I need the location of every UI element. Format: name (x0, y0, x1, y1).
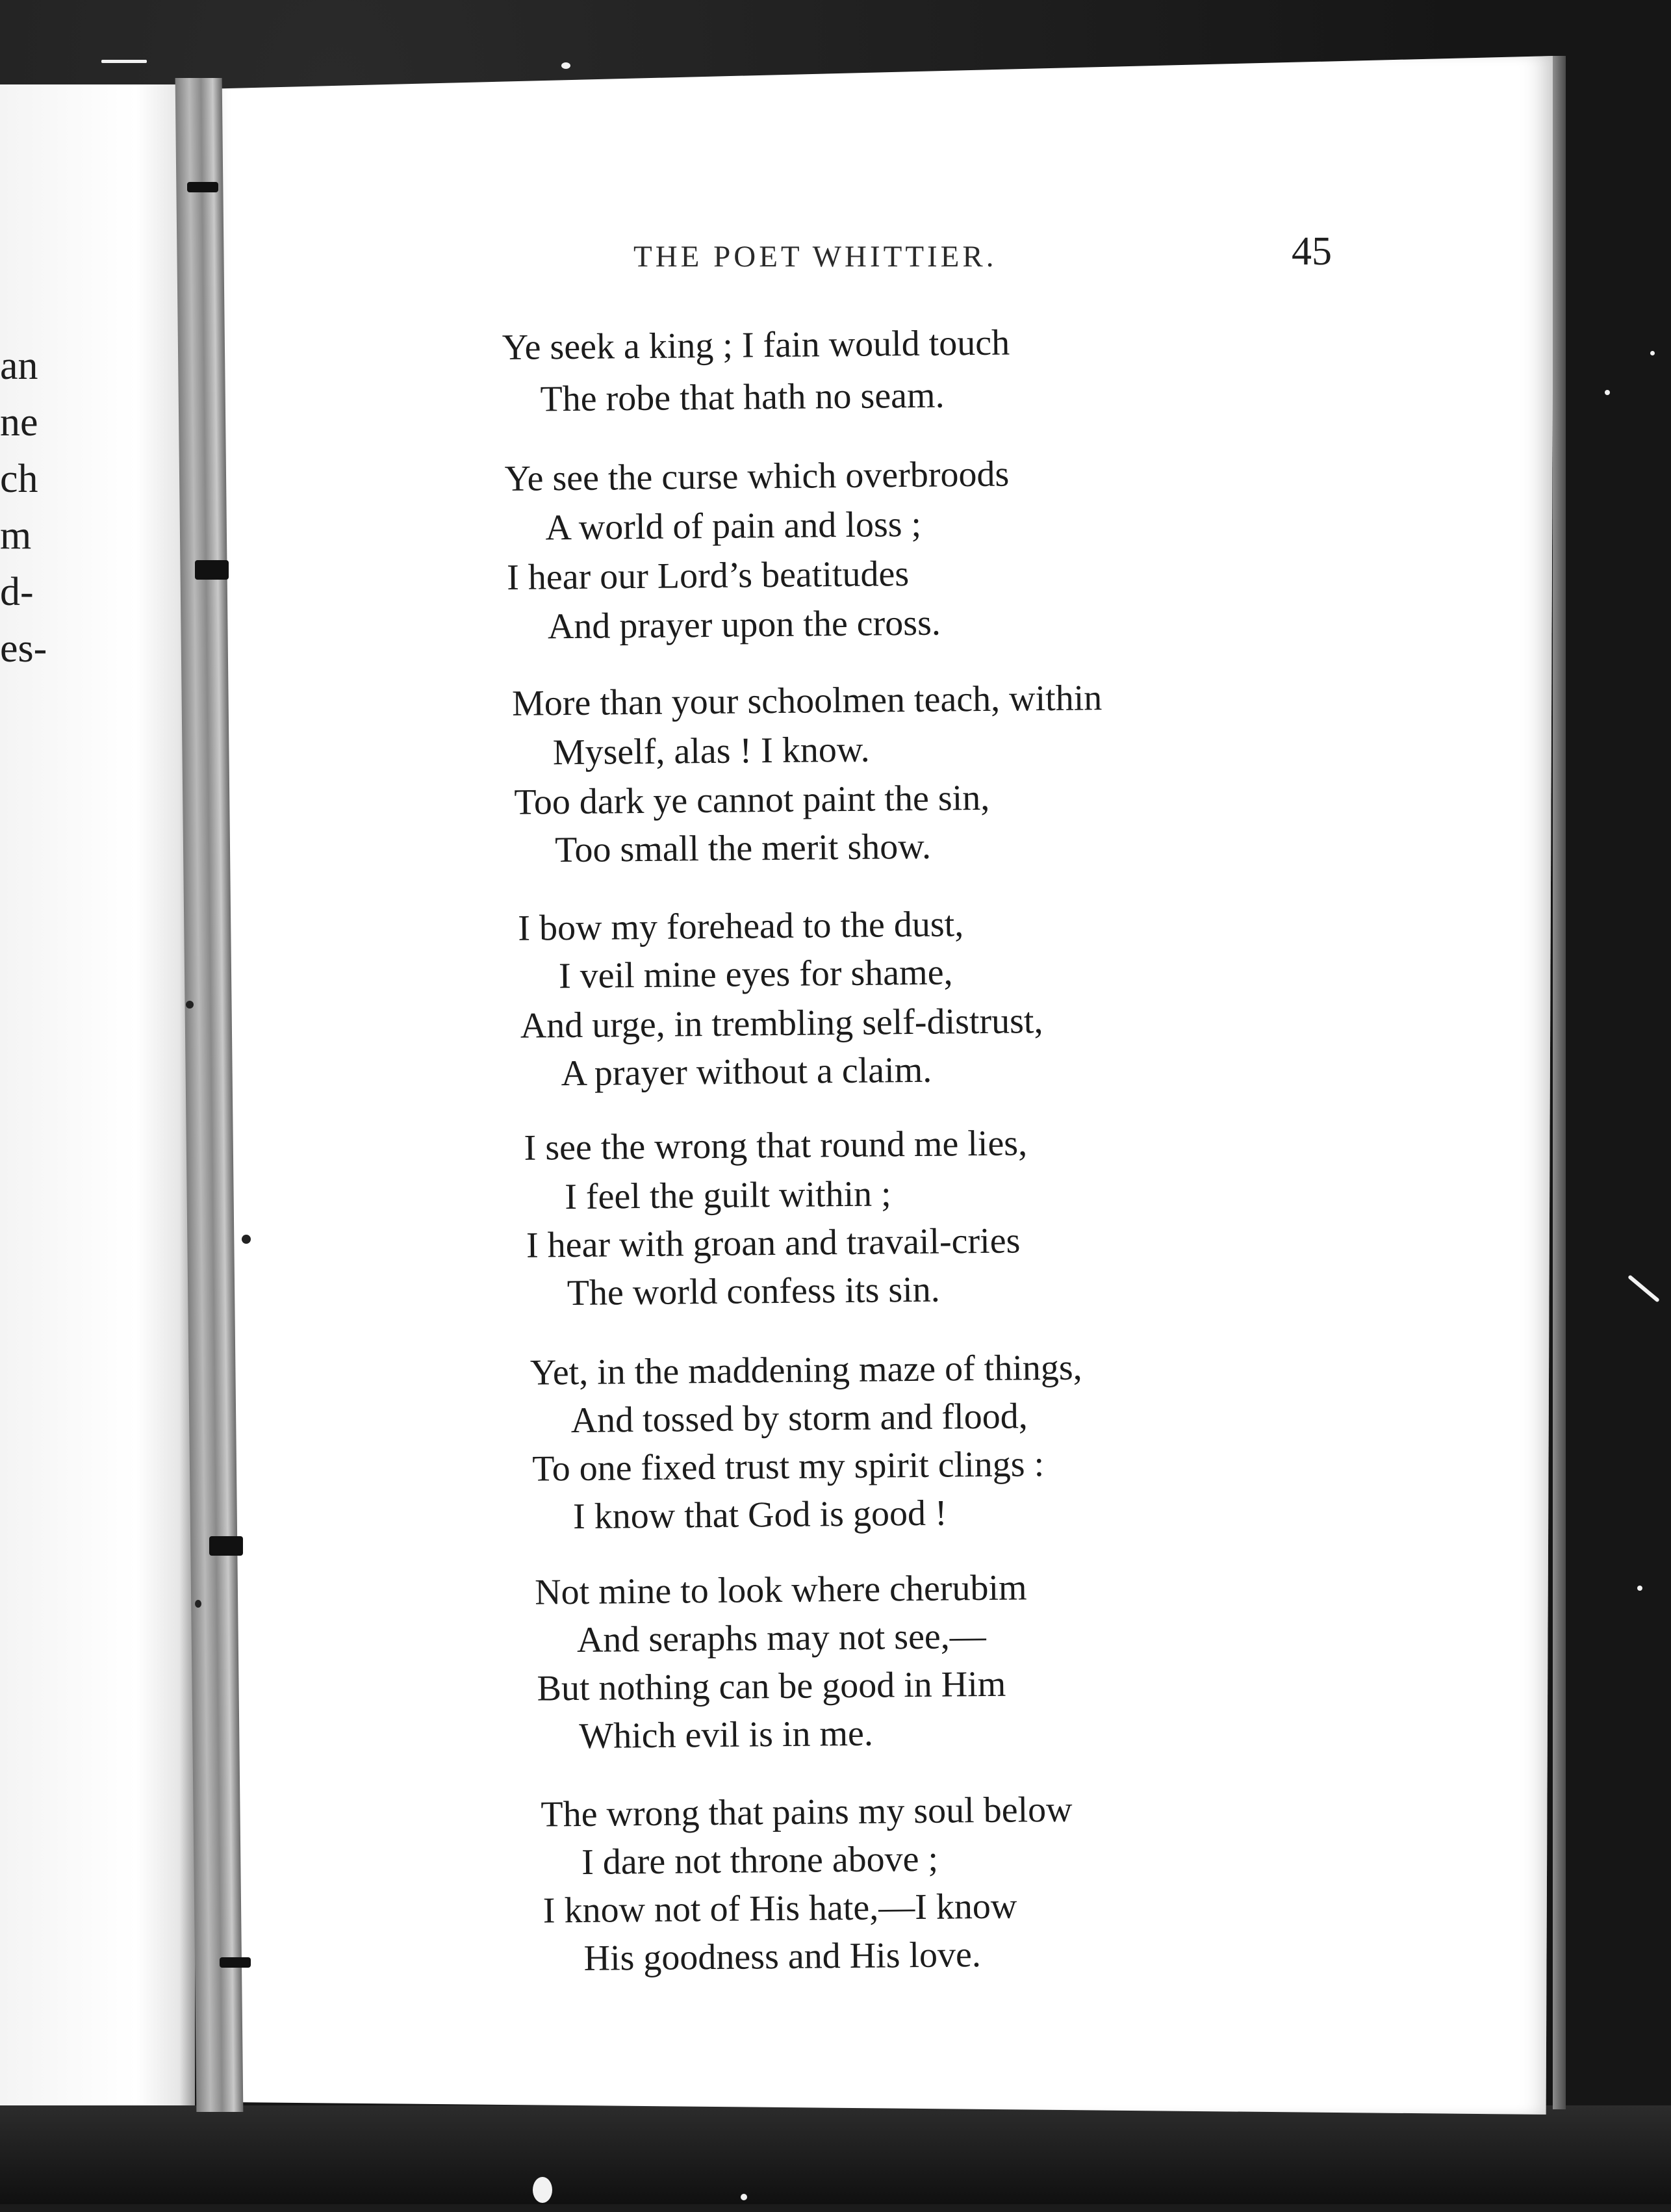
poem-line: I see the wrong that round me lies, (524, 1123, 1028, 1168)
facing-page-text: d- (0, 570, 34, 614)
poem-line: And urge, in trembling self-distrust, (520, 1001, 1043, 1046)
poem-line: His goodness and His love. (583, 1935, 982, 1979)
poem-line: And seraphs may not see,— (576, 1615, 987, 1660)
poem-line: Ye seek a king ; I fain would touch (502, 322, 1010, 368)
poem-line: I veil mine eyes for shame, (558, 952, 953, 997)
poem-line: To one fixed trust my spirit clings : (532, 1444, 1045, 1489)
poem-line: The robe that hath no seam. (540, 375, 945, 420)
poem-line: Yet, in the maddening maze of things, (529, 1347, 1082, 1393)
poem-line: The world confess its sin. (567, 1269, 940, 1314)
running-title: THE POET WHITTIER. (633, 240, 997, 274)
facing-page-text: an (0, 344, 38, 388)
poem-line: I know not of His hate,—I know (542, 1886, 1017, 1931)
poem-line: I feel the guilt within ; (565, 1174, 891, 1218)
poem-line: A world of pain and loss ; (545, 504, 922, 548)
poem-line: A prayer without a claim. (561, 1049, 932, 1094)
poem-line: I bow my forehead to the dust, (518, 904, 964, 949)
page-number: 45 (1292, 229, 1332, 274)
poem-line: Myself, alas ! I know. (552, 729, 870, 773)
poem-line: Too dark ye cannot paint the sin, (514, 777, 990, 823)
facing-page-text: ne (0, 400, 38, 444)
poem-line: Which evil is in me. (579, 1713, 874, 1756)
poem-line: But nothing can be good in Him (537, 1664, 1006, 1709)
poem-line: And prayer upon the cross. (547, 602, 941, 647)
poem-line: Ye see the curse which overbroods (504, 454, 1010, 499)
poem-line: I hear with groan and travail-cries (526, 1220, 1021, 1266)
poem-line: I hear our Lord’s beatitudes (506, 554, 910, 598)
facing-page-text: ch (0, 457, 38, 501)
poem-line: I dare not throne above ; (581, 1838, 939, 1883)
facing-page-text: es- (0, 626, 47, 671)
poem-line: Not mine to look where cherubim (534, 1567, 1027, 1613)
poem-line: I know that God is good ! (572, 1493, 947, 1537)
poem-line: More than your schoolmen teach, within (511, 678, 1103, 724)
poem-line: Too small the merit show. (554, 826, 932, 871)
facing-page-text: m (0, 513, 32, 558)
poem-line: The wrong that pains my soul below (541, 1789, 1073, 1835)
poem-line: And tossed by storm and flood, (570, 1396, 1028, 1441)
